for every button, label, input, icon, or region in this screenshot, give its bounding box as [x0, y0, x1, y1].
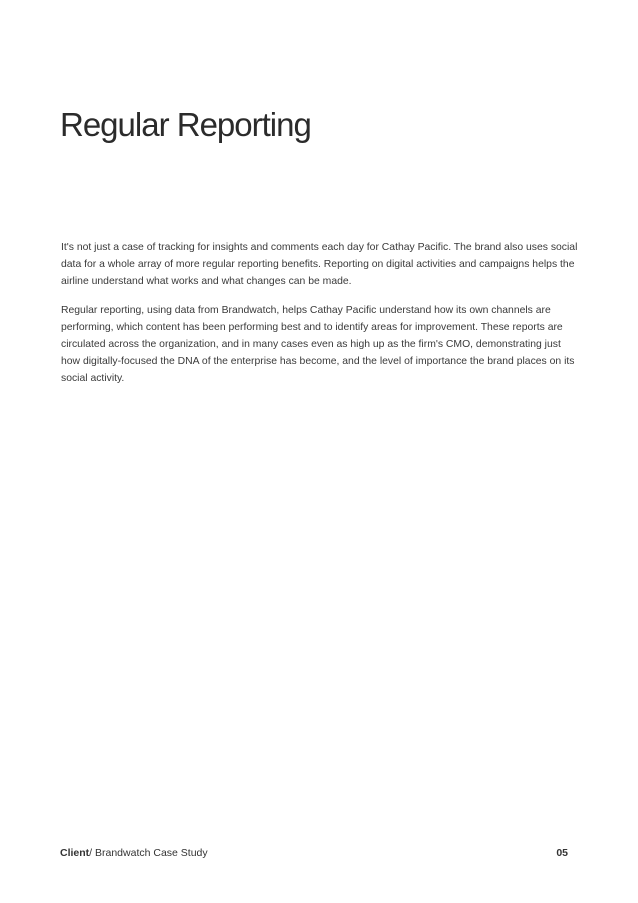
footer-client-label: Client: [60, 847, 90, 859]
paragraph-2: Regular reporting, using data from Brandwatch, helps Cathay Pacific understand how its own channels are performing, which content has been performing best and to identify areas for improvement. These reports are circulated across the organization, and in many cases even as high up as the firm's CMO, demonstrating just how digitally-focused the DNA of the enterprise has become, and the level of importance the brand places on its social activity.: [61, 305, 575, 384]
paragraph-1: It's not just a case of tracking for insights and comments each day for Cathay Pacific. The brand also uses social data for a whole array of more regular reporting benefits. Reporting on digital activities and campaigns helps the airline understand what works and what changes can be made.: [61, 242, 578, 287]
page-title: Regular Reporting: [60, 106, 311, 143]
footer-label: [60, 845, 208, 861]
page-footer: [60, 845, 568, 861]
page-number: 05: [556, 847, 568, 859]
body-text: [61, 239, 581, 399]
footer-case-study-label: / Brandwatch Case Study: [89, 847, 208, 859]
